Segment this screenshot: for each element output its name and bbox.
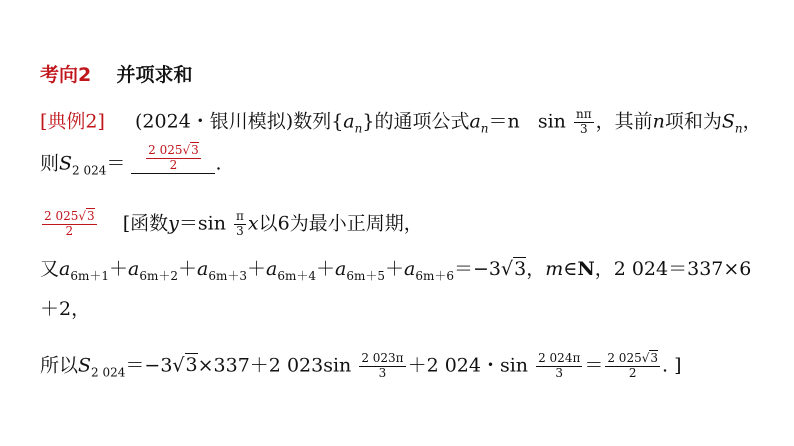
var-x: x [247,212,259,235]
frac-num: nπ [575,107,592,121]
f2-den: 3 [555,365,564,380]
sub-2024-q: 2 024 [72,163,107,178]
line4-a: ＝−3 [125,354,173,377]
line1-b: ＝sin [178,212,226,235]
section-heading [40,66,193,85]
f1-num: 2 023π [361,351,404,365]
pi-num: π [236,209,244,223]
frac-den: 3 [579,121,588,136]
term-a-1: a [59,258,71,280]
var-y: y [168,212,179,235]
answer-den: 2 [169,157,178,172]
example-source: (2024・银川模拟) [135,110,294,133]
solution-line-1 [40,210,423,239]
question-line [40,143,222,180]
line2-comma: ， [526,258,546,280]
answer-blank [131,144,215,174]
set-N: N [577,258,595,280]
var-S: S [721,110,735,133]
example-text-e: ， [742,110,762,133]
f3-num-b: 3 [650,351,659,365]
solution-line-4: 所以$S_{2 024}=-3√3\times 337+2$ 023sin $\frac{2 023\pi}{3}$ ＋2 024・sin $\frac{2 024\pi}{3}$ ＝ $\frac{2 025√3}{2}$ . ] [40,351,682,380]
line3-text: ＋2， [40,298,91,320]
line2-rad: 3 [514,258,527,280]
line4-eq: ＝ [584,354,604,377]
line4-rad: 3 [185,354,198,377]
example-text-d: 项和为 [664,110,722,133]
solution-line-2: 又$a_{6m+1}+a_{6m+2}+a_{6m+3}+a_{6m+4}+a_{6m+5}+a_{6m+6}=-3√3$，m∈N，2 024＝337×6 [40,258,752,283]
heading-label: 考向2 [40,64,92,86]
term-a-6: a [404,258,416,280]
fraction-npi-3 [574,108,594,137]
var-a-2: a [469,110,481,133]
term-sub-6: 6m＋6 [415,269,454,283]
line4-prefix: 所以 [40,354,79,377]
line2-eq: ＝−3 [454,258,502,280]
f2-num: 2 024π [538,351,581,365]
line2-prefix: 又 [40,258,60,280]
fraction-2024pi-3 [536,352,582,381]
sol-ans-num-b: 3 [87,209,95,223]
plus-op-4: ＋ [316,258,336,280]
fraction-pi-3 [234,210,246,239]
var-S-sol: S [78,354,92,377]
term-a-5: a [335,258,347,280]
example-text-a: 数列{ [293,110,344,133]
sub-2024-sol: 2 024 [91,365,126,380]
term-sub-1: 6m＋1 [70,269,109,283]
f3-num-a: 2 025 [607,351,642,365]
sub-n: n [354,121,363,136]
answer-fraction: $\frac{2 025√3}{2}$ [148,143,199,172]
var-m: m [545,258,564,280]
heading-title: 并项求和 [116,64,193,86]
example-statement [40,108,762,137]
sin-label: sin [537,110,566,133]
solution-line-3 [40,300,90,319]
var-a: a [343,110,355,133]
line2-tail: ，2 024＝337×6 [594,258,752,280]
term-a-2: a [128,258,140,280]
line4-c: ＋2 024・sin [407,354,529,377]
term-a-4: a [266,258,278,280]
question-period: . [215,152,222,175]
example-eq-n: ＝n [488,110,520,133]
plus-op-1: ＋ [109,258,129,280]
f3-den: 2 [628,365,637,380]
question-prefix: 则 [40,152,60,175]
sol-ans-num-a: 2 025 [44,209,79,223]
example-text-c: ，其前 [595,110,653,133]
plus-op-5: ＋ [385,258,405,280]
in-symbol: ∈ [563,258,578,280]
line1-c: 以6为最小正周期， [258,212,423,235]
sol-ans-den: 2 [65,223,74,238]
fraction-result: $\frac{2 025√3}{2}$ [607,351,659,380]
plus-op-3: ＋ [247,258,267,280]
example-tag: [典例2] [40,110,105,133]
line1-a: [函数 [122,212,169,235]
var-S-q: S [59,152,73,175]
example-text-b: }的通项公式 [362,110,470,133]
term-sub-4: 6m＋4 [277,269,316,283]
solution-answer-fraction: $\frac{2 025√3}{2}$ [44,209,95,238]
fraction-2023pi-3 [359,352,405,381]
f1-den: 3 [378,365,387,380]
line4-end: . ] [662,354,682,377]
sub-n-3: n [734,121,743,136]
answer-num-b: 3 [191,143,199,157]
term-a-3: a [197,258,209,280]
answer-num-a: 2 025 [148,143,183,157]
plus-op-2: ＋ [178,258,198,280]
sub-n-2: n [480,121,489,136]
line4-b: ×337＋2 023sin [197,354,352,377]
pi-den: 3 [236,223,244,238]
term-sub-5: 6m＋5 [346,269,385,283]
question-eq: ＝ [106,152,126,175]
term-sub-3: 6m＋3 [208,269,247,283]
term-sub-2: 6m＋2 [139,269,178,283]
var-n: n [652,110,665,133]
